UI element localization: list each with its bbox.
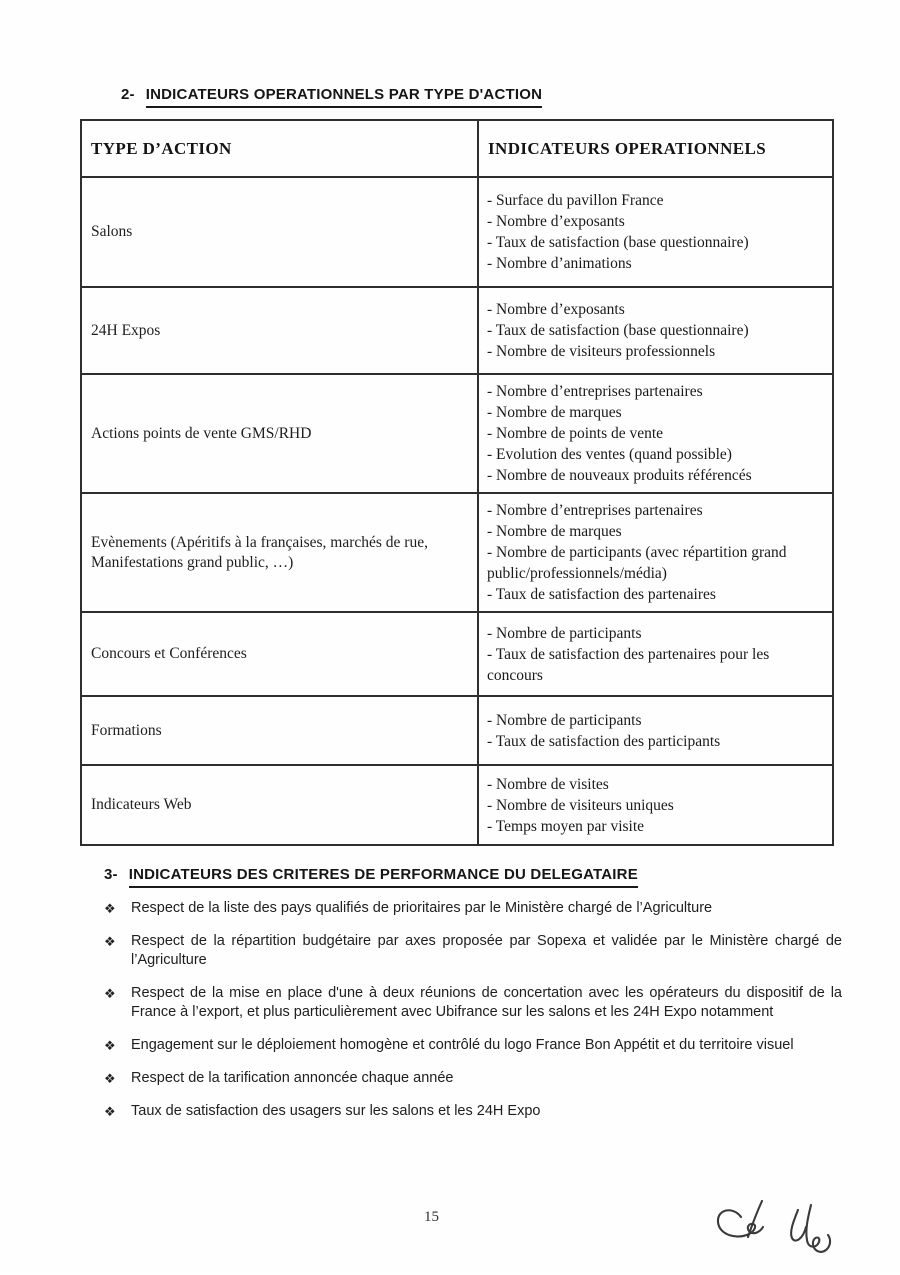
indicator-line: - Taux de satisfaction (base questionnaire): [487, 322, 749, 339]
indicator-line: - Nombre de participants: [487, 624, 642, 642]
criteria-list-item: [104, 899, 842, 918]
indicator-line: - Taux de satisfaction des partenaires: [487, 586, 716, 603]
section3-heading: [104, 866, 638, 883]
indicator-line: - Nombre de visiteurs professionnels: [487, 343, 716, 360]
section2-heading: [121, 86, 542, 103]
section2-heading-number: 2-: [121, 86, 135, 103]
indicator-line: - Nombre d’exposants: [487, 213, 625, 230]
action-type-cell: Indicateurs Web: [81, 765, 478, 845]
action-type-cell: Salons: [81, 177, 478, 287]
section2-heading-title: INDICATEURS OPERATIONNELS PAR TYPE D'ACTION: [146, 86, 542, 108]
criteria-text: Respect de la mise en place d'une à deux réunions de concertation avec les opérateurs du dispositif de la France à l’export, et plus particulièrement avec Ubifrance sur les salons et les 24H Expo notamment: [131, 985, 842, 1020]
action-type-cell: Concours et Conférences: [81, 612, 478, 696]
table-row: [81, 287, 833, 374]
criteria-list-item: [104, 1069, 842, 1088]
criteria-list-item: [104, 1102, 842, 1121]
indicator-line: - Nombre de visiteurs uniques: [487, 796, 674, 814]
indicators-cell: [478, 287, 833, 374]
indicator-line: - Temps moyen par visite: [487, 817, 645, 835]
indicator-line: - Taux de satisfaction des participants: [487, 732, 721, 750]
indicators-cell: [478, 177, 833, 287]
section3-heading-number: 3-: [104, 866, 118, 883]
section3-heading-title: INDICATEURS DES CRITERES DE PERFORMANCE DU DELEGATAIRE: [129, 866, 638, 888]
indicator-line: - Nombre de visites: [487, 775, 609, 793]
table-row: [81, 493, 833, 612]
indicator-line: - Nombre de nouveaux produits référencés: [487, 467, 752, 484]
action-type-cell: Evènements (Apéritifs à la françaises, marchés de rue, Manifestations grand public, …): [81, 493, 478, 612]
indicators-cell: [478, 765, 833, 845]
action-type-cell: Formations: [81, 696, 478, 765]
indicator-line: - Nombre d’entreprises partenaires: [487, 383, 703, 400]
diamond-bullet-icon: ❖: [104, 901, 116, 916]
indicator-line: - Nombre de marques: [487, 523, 622, 540]
indicator-line: - Nombre d’entreprises partenaires: [487, 502, 703, 519]
table-row: [81, 177, 833, 287]
indicator-line: - Evolution des ventes (quand possible): [487, 446, 732, 463]
indicator-line: - Nombre de participants (avec répartition grand public/professionnels/média): [487, 544, 787, 582]
indicator-line: - Nombre de participants: [487, 711, 642, 729]
table-row: [81, 612, 833, 696]
indicators-cell: [478, 374, 833, 493]
table-header-row: [81, 120, 833, 177]
diamond-bullet-icon: ❖: [104, 1038, 116, 1053]
page-number: 15: [424, 1209, 439, 1225]
criteria-text: Respect de la liste des pays qualifiés de prioritaires par le Ministère chargé de l’Agriculture: [131, 900, 713, 916]
action-type-cell: Actions points de vente GMS/RHD: [81, 374, 478, 493]
indicator-line: - Nombre de marques: [487, 404, 622, 421]
diamond-bullet-icon: ❖: [104, 1071, 116, 1086]
diamond-bullet-icon: ❖: [104, 934, 116, 949]
table-row: [81, 696, 833, 765]
criteria-list-item: [104, 932, 842, 970]
indicator-line: - Taux de satisfaction (base questionnaire): [487, 234, 749, 251]
action-type-cell: 24H Expos: [81, 287, 478, 374]
handwritten-initials-icon: [710, 1194, 850, 1270]
diamond-bullet-icon: ❖: [104, 1104, 116, 1119]
table-header-type-action: TYPE D’ACTION: [81, 120, 478, 177]
criteria-text: Respect de la tarification annoncée chaque année: [131, 1070, 454, 1086]
criteria-text: Engagement sur le déploiement homogène et contrôlé du logo France Bon Appétit et du territoire visuel: [131, 1037, 794, 1053]
criteria-text: Taux de satisfaction des usagers sur les salons et les 24H Expo: [131, 1103, 541, 1119]
criteria-text: Respect de la répartition budgétaire par axes proposée par Sopexa et validée par le Ministère chargé de l’Agriculture: [131, 933, 842, 968]
diamond-bullet-icon: ❖: [104, 986, 116, 1001]
performance-criteria-list: [104, 899, 842, 1135]
signature-mark: [710, 1194, 850, 1270]
criteria-list-item: [104, 984, 842, 1022]
criteria-list-item: [104, 1036, 842, 1055]
operational-indicators-table: [80, 119, 834, 846]
indicators-cell: [478, 612, 833, 696]
indicator-line: - Nombre de points de vente: [487, 425, 664, 442]
table-row: [81, 765, 833, 845]
indicator-line: - Nombre d’exposants: [487, 301, 625, 318]
indicator-line: - Nombre d’animations: [487, 255, 632, 272]
indicator-line: - Taux de satisfaction des partenaires pour les concours: [487, 645, 770, 684]
table-header-operational-indicators: INDICATEURS OPERATIONNELS: [478, 120, 833, 177]
indicators-cell: [478, 696, 833, 765]
indicator-line: - Surface du pavillon France: [487, 192, 664, 209]
indicators-cell: [478, 493, 833, 612]
table-row: [81, 374, 833, 493]
